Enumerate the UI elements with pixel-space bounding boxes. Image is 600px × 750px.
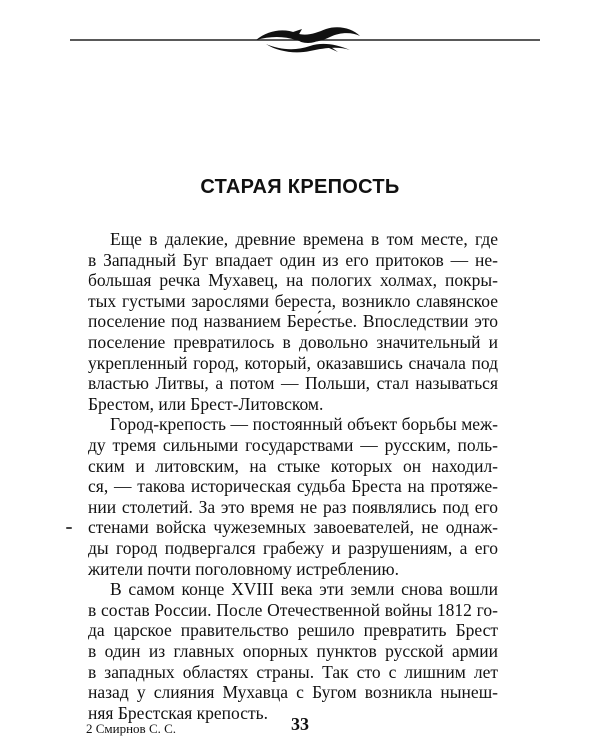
text-line: в состав России. После Отечественной войны 1812 го-: [88, 599, 498, 620]
text-line: няя Брестская крепость.: [88, 702, 269, 723]
text-line: поселение под названием Бере́стье. Впоследствии это: [88, 311, 498, 332]
page-number: 33: [291, 714, 309, 734]
text-line: тых густыми зарослями береста, возникло славянское: [88, 290, 498, 311]
text-line: да царское правительство решило превратить Брест: [88, 620, 498, 641]
header-ornament: [70, 24, 540, 56]
text-line: большая речка Мухавец, на пологих холмах, покры-: [88, 270, 498, 291]
text-line: Брестом, или Брест-Литовском.: [88, 393, 324, 414]
text-line: жители почти поголовному истреблению.: [88, 558, 399, 579]
text-line: властью Литвы, а потом — Польши, стал называться: [88, 373, 498, 394]
text-line: Еще в далекие, древние времена в том месте, где: [110, 229, 498, 249]
text-line: В самом конце XVIII века эти земли снова вошли: [110, 579, 498, 600]
chapter-title: СТАРАЯ КРЕПОСТЬ: [200, 176, 400, 198]
text-line: ды город подвергался грабежу и разрушениям, а его: [88, 538, 498, 558]
text-line: ся, — такова историческая судьба Бреста на протяже-: [88, 476, 498, 497]
signature-note: 2 Смирнов С. С.: [86, 721, 177, 736]
text-line: назад у слияния Мухавца с Бугом возникла нынеш-: [88, 682, 498, 703]
text-line: Город-крепость — постоянный объект борьбы меж-: [110, 414, 498, 435]
text-line: ским и литовским, на стыке которых он находил-: [88, 455, 498, 476]
text-line: нии столетий. За это время не раз появлялись под его: [88, 496, 498, 517]
text-line: стенами войска чужеземных завоевателей, не однаж-: [88, 517, 498, 538]
text-line: поселение превратилось в довольно значительный и: [88, 332, 498, 352]
text-line: в один из главных опорных пунктов русской армии: [88, 641, 498, 661]
print-speck: [66, 527, 72, 529]
text-line: укрепленный город, который, оказавшись сначала под: [88, 352, 498, 373]
text-line: ду тремя сильными государствами — русским, поль-: [88, 435, 498, 455]
text-line: в Западный Буг впадает один из его притоков — не-: [88, 249, 498, 270]
text-line: в западных областях страны. Так сто с лишним лет: [88, 661, 498, 682]
